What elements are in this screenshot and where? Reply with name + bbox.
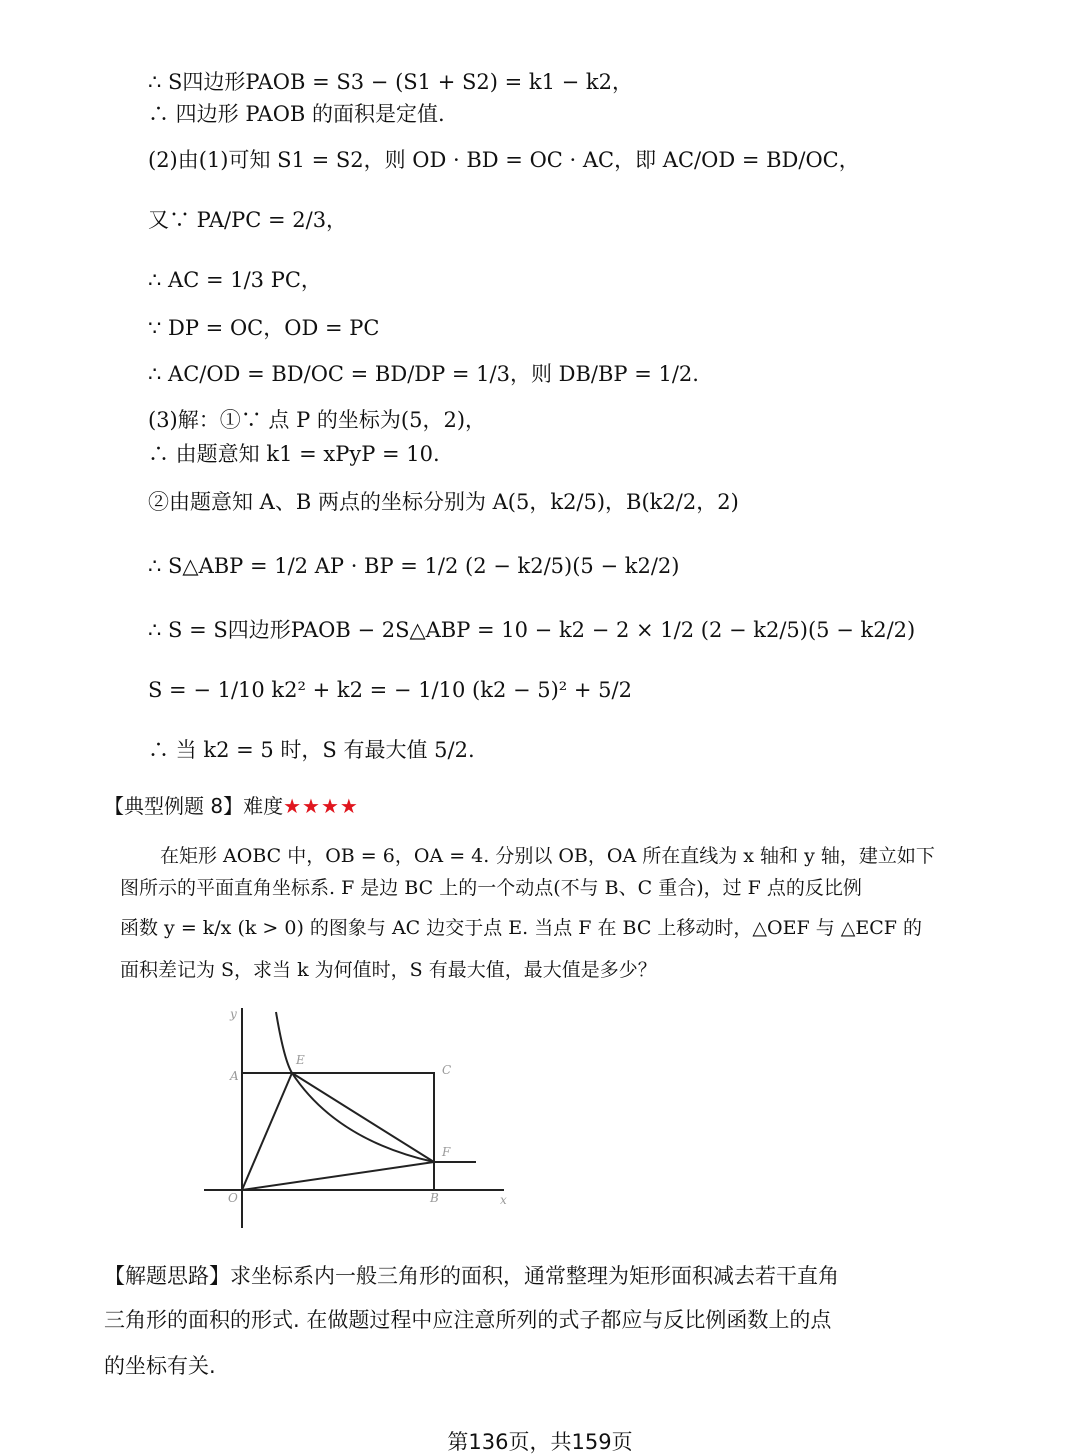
solution-line: ∴ S△ABP = 1/2 AP · BP = 1/2 (2 − k2/5)(5 − k2/2) (148, 554, 680, 578)
coordinate-figure (196, 1000, 516, 1240)
solution-line: ∴ S四边形PAOB = S3 − (S1 + S2) = k1 − k2， (148, 70, 633, 94)
solution-line: ∴ 四边形 PAOB 的面积是定值. (148, 102, 445, 126)
solution-line: ②由题意知 A、B 两点的坐标分别为 A(5，k2/5)，B(k2/2，2) (148, 490, 739, 514)
solution-line: ∴ 当 k2 = 5 时，S 有最大值 5/2. (148, 738, 475, 762)
solution-line: 又∵ PA/PC = 2/3， (148, 208, 348, 232)
solution-line: ∴ S = S四边形PAOB − 2S△ABP = 10 − k2 − 2 × 1/2 (2 − k2/5)(5 − k2/2) (148, 618, 916, 642)
solution-line: (3)解：①∵ 点 P 的坐标为(5，2)， (148, 408, 487, 432)
example-heading (104, 792, 359, 820)
difficulty-stars: ★★★★ (283, 794, 359, 818)
example-title: 【典型例题 8】难度 (104, 794, 284, 818)
segment-of (242, 1162, 434, 1190)
solution-line: (2)由(1)可知 S1 = S2，则 OD · BD = OC · AC，即 AC/OD = BD/OC， (148, 148, 860, 172)
problem-line: 在矩形 AOBC 中，OB = 6，OA = 4. 分别以 OB，OA 所在直线为 x 轴和 y 轴，建立如下 (160, 845, 935, 867)
thinking-line: 三角形的面积的形式. 在做题过程中应注意所列的式子都应与反比例函数上的点 (104, 1308, 832, 1332)
solution-line: ∴ AC/OD = BD/OC = BD/DP = 1/3，则 DB/BP = 1/2. (148, 362, 699, 386)
label-x: x (500, 1193, 507, 1207)
label-y: y (230, 1007, 237, 1021)
label-a: A (230, 1069, 239, 1083)
label-e: E (296, 1053, 305, 1067)
segment-ef (292, 1073, 434, 1162)
thinking-line: 【解题思路】求坐标系内一般三角形的面积，通常整理为矩形面积减去若干直角 (104, 1264, 839, 1288)
problem-line: 图所示的平面直角坐标系. F 是边 BC 上的一个动点(不与 B、C 重合)，过 F 点的反比例 (120, 877, 862, 899)
hyperbola-curve (276, 1012, 434, 1162)
problem-line: 面积差记为 S，求当 k 为何值时，S 有最大值，最大值是多少？ (120, 959, 657, 981)
label-b: B (430, 1191, 439, 1205)
label-f: F (442, 1145, 451, 1159)
thinking-line: 的坐标有关. (104, 1354, 216, 1378)
label-c: C (442, 1063, 452, 1077)
segment-oe (242, 1073, 292, 1190)
label-o: O (228, 1191, 238, 1205)
solution-line: ∴ AC = 1/3 PC， (148, 268, 322, 292)
solution-line: ∵ DP = OC，OD = PC (148, 316, 380, 340)
solution-line: S = − 1/10 k2² + k2 = − 1/10 (k2 − 5)² + 5/2 (148, 678, 632, 702)
problem-line: 函数 y = k/x (k > 0) 的图象与 AC 边交于点 E. 当点 F 在 BC 上移动时，△OEF 与 △ECF 的 (120, 917, 922, 939)
page-footer: 第136页，共159页 (447, 1430, 633, 1454)
rectangle-aobc (242, 1073, 434, 1190)
solution-line: ∴ 由题意知 k1 = xPyP = 10. (148, 442, 440, 466)
